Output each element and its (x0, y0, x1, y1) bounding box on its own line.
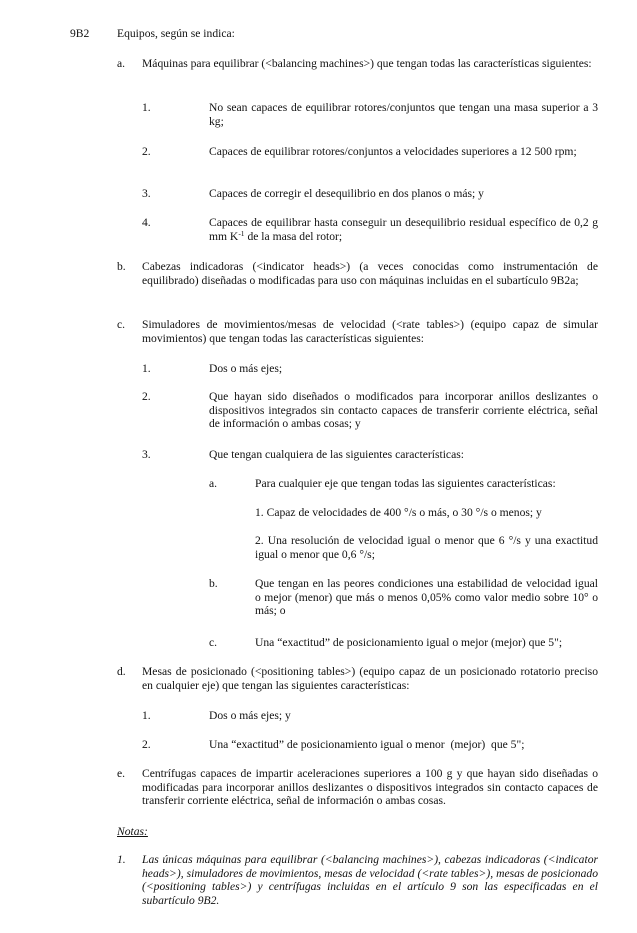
note-1-num: 1. (117, 853, 126, 866)
item-c2-text: Que hayan sido diseñados o modificados para incorporar anillos deslizantes o dispositivos integrados sin contacto capaces de transferir corriente eléctrica, señal de información o ambas cosas; y (209, 390, 598, 431)
notes-heading: Notas: (117, 825, 148, 838)
item-d-label: d. (117, 665, 126, 678)
note-1-text: Las únicas máquinas para equilibrar (<balancing machines>), cabezas indicadoras (<indicator heads>), simuladores de movimientos, mesas de velocidad (<rate tables>), mesas de posicionado (<positioning tables>) y centrífugas incluidas en el artículo 9 son las especificadas en el subartículo 9B2. (142, 853, 598, 907)
item-e-label: e. (117, 767, 126, 780)
item-d2-text: Una “exactitud” de posicionamiento igual o menor (mejor) que 5"; (209, 738, 525, 751)
item-c3a-1: 1. Capaz de velocidades de 400 °/s o más, o 30 °/s o menos; y (255, 506, 542, 519)
item-c3a-text: Para cualquier eje que tengan todas las siguientes características: (255, 477, 556, 490)
item-c3c-label: c. (209, 636, 218, 649)
section-title: Equipos, según se indica: (117, 27, 235, 40)
item-a-label: a. (117, 57, 126, 70)
item-a4-num: 4. (142, 216, 151, 229)
item-e-text: Centrífugas capaces de impartir aceleraciones superiores a 100 g y que hayan sido diseñadas o modificadas para incorporar anillos deslizantes o dispositivos integrados sin contacto capaces de transferir corriente eléctrica, señal de información o ambas cosas. (142, 767, 598, 808)
item-b-label: b. (117, 260, 126, 273)
item-c3a-label: a. (209, 477, 218, 490)
item-c3-num: 3. (142, 448, 151, 461)
item-c1-text: Dos o más ejes; (209, 362, 283, 375)
item-c1-num: 1. (142, 362, 151, 375)
item-a2-text: Capaces de equilibrar rotores/conjuntos a velocidades superiores a 12 500 rpm; (209, 145, 577, 158)
item-a1-num: 1. (142, 101, 151, 114)
item-c3b-text: Que tengan en las peores condiciones una estabilidad de velocidad igual o mejor (menor) que más o menos 0,05% como valor medio sobre 10° o más; o (255, 577, 598, 618)
item-c-text: Simuladores de movimientos/mesas de velocidad (<rate tables>) (equipo capaz de simular movimientos) que tengan todas las características siguientes: (142, 318, 598, 345)
item-d-text: Mesas de posicionado (<positioning tables>) (equipo capaz de un posicionado rotatorio preciso en cualquier eje) que tengan las siguientes características: (142, 665, 598, 692)
item-c3-text: Que tengan cualquiera de las siguientes características: (209, 448, 464, 461)
item-d2-num: 2. (142, 738, 151, 751)
item-b-text: Cabezas indicadoras (<indicator heads>) (a veces conocidas como instrumentación de equilibrado) diseñadas o modificadas para uso con máquinas incluidas en el subartículo 9B2a; (142, 260, 598, 287)
item-d1-text: Dos o más ejes; y (209, 709, 291, 722)
item-a2-num: 2. (142, 145, 151, 158)
item-a3-text: Capaces de corregir el desequilibrio en dos planos o más; y (209, 187, 484, 200)
section-code: 9B2 (70, 27, 90, 40)
item-d1-num: 1. (142, 709, 151, 722)
item-c3b-label: b. (209, 577, 218, 590)
item-a-text: Máquinas para equilibrar (<balancing machines>) que tengan todas las características siguientes: (142, 57, 592, 70)
item-a1-text: No sean capaces de equilibrar rotores/conjuntos que tengan una masa superior a 3 kg; (209, 101, 598, 128)
item-c3c-text: Una “exactitud” de posicionamiento igual o mejor (mejor) que 5"; (255, 636, 563, 649)
item-a3-num: 3. (142, 187, 151, 200)
item-a4-text: Capaces de equilibrar hasta conseguir un desequilibrio residual específico de 0,2 g mm $K^{-1}$ de la masa del rotor; (209, 216, 598, 243)
item-c2-num: 2. (142, 390, 151, 403)
item-c-label: c. (117, 318, 126, 331)
item-c3a-2: 2. Una resolución de velocidad igual o menor que 6 °/s y una exactitud igual o menor que 0,6 °/s; (255, 534, 598, 561)
